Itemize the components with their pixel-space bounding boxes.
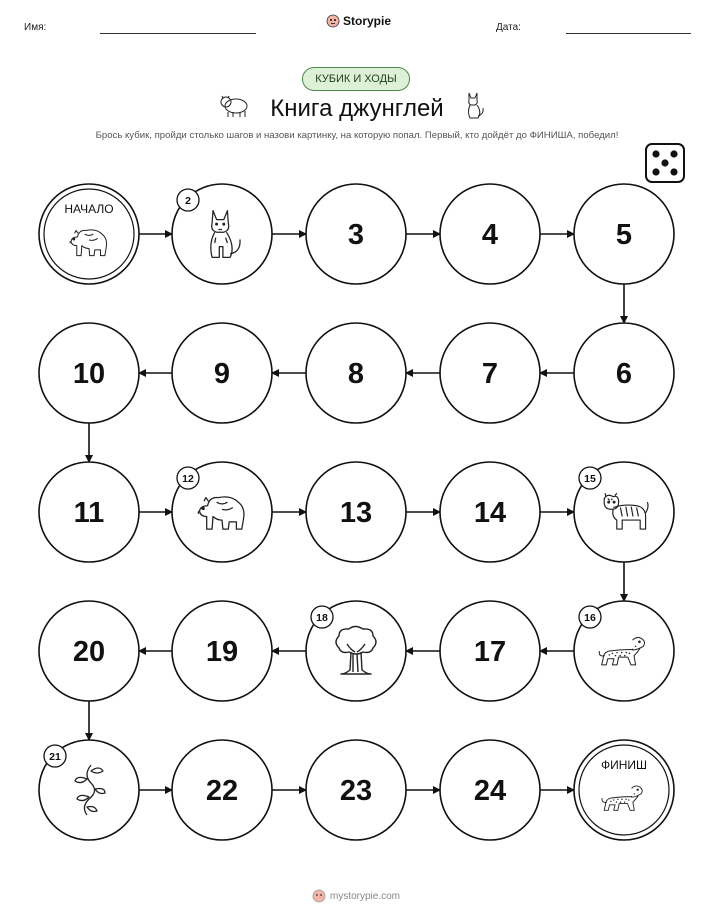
cell-number: 20 xyxy=(72,636,106,668)
board-cell-4[interactable] xyxy=(440,184,540,284)
cell-number: 8 xyxy=(347,358,365,390)
cell-number: 16 xyxy=(584,612,596,624)
board-cell-2[interactable] xyxy=(172,184,272,284)
cell-number: 10 xyxy=(72,358,106,390)
die-pip xyxy=(670,168,677,175)
cell-number: 17 xyxy=(473,636,507,668)
board-cell-21[interactable] xyxy=(39,740,139,840)
board-cell-1[interactable] xyxy=(39,184,139,284)
board-cell-25[interactable] xyxy=(574,740,674,840)
die-pip xyxy=(670,150,677,157)
footer xyxy=(312,889,400,903)
board-cell-10[interactable] xyxy=(39,323,139,423)
cell-circle xyxy=(39,184,139,284)
name-label: Имя: xyxy=(24,22,47,33)
cell-number: 13 xyxy=(339,497,373,529)
board-cell-14[interactable] xyxy=(440,462,540,562)
cell-number: 21 xyxy=(49,751,61,763)
footer-url[interactable]: mystorypie.com xyxy=(330,890,401,902)
cell-number: 4 xyxy=(481,219,499,251)
board-cell-7[interactable] xyxy=(440,323,540,423)
date-label: Дата: xyxy=(496,22,521,33)
board-cell-17[interactable] xyxy=(440,601,540,701)
board-cell-6[interactable] xyxy=(574,323,674,423)
start-label: НАЧАЛО xyxy=(64,202,114,216)
cell-number: 2 xyxy=(185,195,191,207)
board-cell-13[interactable] xyxy=(306,462,406,562)
board-cell-19[interactable] xyxy=(172,601,272,701)
cell-number: 5 xyxy=(615,219,633,251)
board-cell-24[interactable] xyxy=(440,740,540,840)
board-cell-23[interactable] xyxy=(306,740,406,840)
board-cell-22[interactable] xyxy=(172,740,272,840)
cell-number: 22 xyxy=(205,775,239,807)
cell-number: 18 xyxy=(316,612,328,624)
cell-number: 6 xyxy=(615,358,633,390)
cell-number: 24 xyxy=(473,775,507,807)
board-cell-3[interactable] xyxy=(306,184,406,284)
cell-number: 12 xyxy=(182,473,194,485)
finish-label: ФИНИШ xyxy=(600,758,648,772)
die-pip xyxy=(652,168,659,175)
die-icon xyxy=(644,142,686,184)
game-type-badge: КУБИК И ХОДЫ xyxy=(302,67,410,91)
cell-number: 19 xyxy=(205,636,239,668)
cell-number: 9 xyxy=(213,358,231,390)
cell-number: 23 xyxy=(339,775,373,807)
board-cell-9[interactable] xyxy=(172,323,272,423)
instructions: Брось кубик, пройди столько шагов и назови картинку, на которую попал. Первый, кто дойдёт до ФИНИША, победил! xyxy=(95,130,619,141)
board-cell-11[interactable] xyxy=(39,462,139,562)
cell-circle xyxy=(574,740,674,840)
cell-number: 11 xyxy=(73,497,105,529)
cell-number: 7 xyxy=(481,358,499,390)
brand-name: Storypie xyxy=(343,14,392,28)
cell-number: 3 xyxy=(347,219,365,251)
board-cell-15[interactable] xyxy=(574,462,674,562)
page-title: Книга джунглей xyxy=(270,95,444,122)
board-cell-18[interactable] xyxy=(306,601,406,701)
die-pip xyxy=(661,159,668,166)
board-cell-20[interactable] xyxy=(39,601,139,701)
cell-number: 15 xyxy=(584,473,596,485)
board-cell-12[interactable] xyxy=(172,462,272,562)
board-cell-5[interactable] xyxy=(574,184,674,284)
board-cell-16[interactable] xyxy=(574,601,674,701)
cell-number: 14 xyxy=(473,497,507,529)
board-cell-8[interactable] xyxy=(306,323,406,423)
storypie-logo-icon xyxy=(312,889,326,903)
die-pip xyxy=(652,150,659,157)
